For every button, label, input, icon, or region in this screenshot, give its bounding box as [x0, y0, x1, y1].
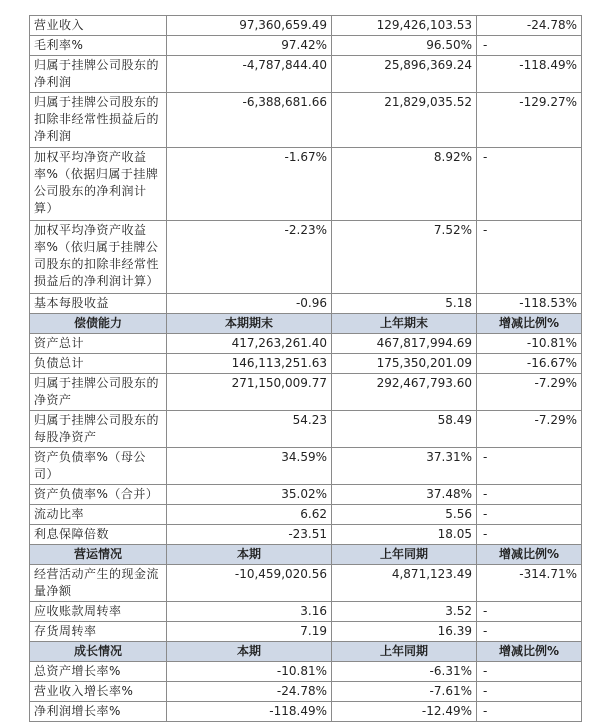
change-percent-cell: -129.27%: [477, 93, 582, 148]
row-label-cell: 归属于挂牌公司股东的每股净资产: [30, 411, 167, 448]
row-label-cell: 基本每股收益: [30, 294, 167, 314]
prior-period-cell: 25,896,369.24: [332, 56, 477, 93]
table-row: [30, 16, 582, 36]
change-percent-cell: -: [477, 505, 582, 525]
current-period-cell: -23.51: [167, 525, 332, 545]
table-row: [30, 602, 582, 622]
current-period-cell: 97.42%: [167, 36, 332, 56]
change-percent-cell: -7.29%: [477, 411, 582, 448]
section-header-row: [30, 642, 582, 662]
current-period-cell: 271,150,009.77: [167, 374, 332, 411]
row-label-cell: 归属于挂牌公司股东的净利润: [30, 56, 167, 93]
current-period-cell: 本期: [167, 642, 332, 662]
prior-period-cell: 58.49: [332, 411, 477, 448]
prior-period-cell: 18.05: [332, 525, 477, 545]
table-row: [30, 148, 582, 221]
current-period-cell: -1.67%: [167, 148, 332, 221]
change-percent-cell: -: [477, 448, 582, 485]
current-period-cell: 97,360,659.49: [167, 16, 332, 36]
change-percent-cell: -: [477, 148, 582, 221]
row-label-cell: 营业收入: [30, 16, 167, 36]
row-label-cell: 资产负债率%（合并）: [30, 485, 167, 505]
current-period-cell: 3.16: [167, 602, 332, 622]
table-row: [30, 702, 582, 722]
row-label-cell: 总资产增长率%: [30, 662, 167, 682]
row-label-cell: 存货周转率: [30, 622, 167, 642]
prior-period-cell: 21,829,035.52: [332, 93, 477, 148]
table-row: [30, 622, 582, 642]
current-period-cell: 146,113,251.63: [167, 354, 332, 374]
change-percent-cell: -24.78%: [477, 16, 582, 36]
change-percent-cell: -118.53%: [477, 294, 582, 314]
current-period-cell: -10,459,020.56: [167, 565, 332, 602]
prior-period-cell: 37.31%: [332, 448, 477, 485]
prior-period-cell: 上年期末: [332, 314, 477, 334]
current-period-cell: -10.81%: [167, 662, 332, 682]
row-label-cell: 应收账款周转率: [30, 602, 167, 622]
table-row: [30, 334, 582, 354]
row-label-cell: 毛利率%: [30, 36, 167, 56]
change-percent-cell: -118.49%: [477, 56, 582, 93]
current-period-cell: 本期: [167, 545, 332, 565]
prior-period-cell: -7.61%: [332, 682, 477, 702]
financial-indicators-table: [29, 15, 582, 722]
table-row: [30, 662, 582, 682]
change-percent-cell: -7.29%: [477, 374, 582, 411]
row-label-cell: 负债总计: [30, 354, 167, 374]
table-row: [30, 682, 582, 702]
current-period-cell: 6.62: [167, 505, 332, 525]
prior-period-cell: 129,426,103.53: [332, 16, 477, 36]
financial-indicators-table-wrapper: [29, 15, 581, 722]
prior-period-cell: 5.56: [332, 505, 477, 525]
change-percent-cell: -: [477, 485, 582, 505]
prior-period-cell: 175,350,201.09: [332, 354, 477, 374]
table-row: [30, 294, 582, 314]
current-period-cell: -0.96: [167, 294, 332, 314]
table-row: [30, 93, 582, 148]
row-label-cell: 经营活动产生的现金流量净额: [30, 565, 167, 602]
change-percent-cell: 增减比例%: [477, 545, 582, 565]
prior-period-cell: 16.39: [332, 622, 477, 642]
change-percent-cell: -314.71%: [477, 565, 582, 602]
row-label-cell: 净利润增长率%: [30, 702, 167, 722]
table-row: [30, 221, 582, 294]
table-row: [30, 525, 582, 545]
table-row: [30, 505, 582, 525]
current-period-cell: -24.78%: [167, 682, 332, 702]
row-label-cell: 加权平均净资产收益率%（依归属于挂牌公司股东的扣除非经常性损益后的净利润计算）: [30, 221, 167, 294]
current-period-cell: 54.23: [167, 411, 332, 448]
row-label-cell: 资产负债率%（母公司）: [30, 448, 167, 485]
prior-period-cell: 37.48%: [332, 485, 477, 505]
change-percent-cell: -10.81%: [477, 334, 582, 354]
section-header-row: [30, 314, 582, 334]
row-label-cell: 成长情况: [30, 642, 167, 662]
change-percent-cell: -: [477, 622, 582, 642]
prior-period-cell: -6.31%: [332, 662, 477, 682]
current-period-cell: -118.49%: [167, 702, 332, 722]
change-percent-cell: -: [477, 602, 582, 622]
change-percent-cell: -: [477, 36, 582, 56]
prior-period-cell: 5.18: [332, 294, 477, 314]
current-period-cell: -6,388,681.66: [167, 93, 332, 148]
prior-period-cell: 上年同期: [332, 642, 477, 662]
prior-period-cell: 96.50%: [332, 36, 477, 56]
table-row: [30, 565, 582, 602]
row-label-cell: 归属于挂牌公司股东的扣除非经常性损益后的净利润: [30, 93, 167, 148]
table-row: [30, 485, 582, 505]
row-label-cell: 资产总计: [30, 334, 167, 354]
row-label-cell: 营业收入增长率%: [30, 682, 167, 702]
prior-period-cell: 4,871,123.49: [332, 565, 477, 602]
current-period-cell: -4,787,844.40: [167, 56, 332, 93]
current-period-cell: 7.19: [167, 622, 332, 642]
current-period-cell: 本期期末: [167, 314, 332, 334]
row-label-cell: 利息保障倍数: [30, 525, 167, 545]
row-label-cell: 流动比率: [30, 505, 167, 525]
change-percent-cell: 增减比例%: [477, 642, 582, 662]
current-period-cell: 34.59%: [167, 448, 332, 485]
current-period-cell: -2.23%: [167, 221, 332, 294]
change-percent-cell: -: [477, 702, 582, 722]
table-row: [30, 36, 582, 56]
row-label-cell: 归属于挂牌公司股东的净资产: [30, 374, 167, 411]
prior-period-cell: 上年同期: [332, 545, 477, 565]
current-period-cell: 35.02%: [167, 485, 332, 505]
prior-period-cell: 3.52: [332, 602, 477, 622]
table-row: [30, 448, 582, 485]
prior-period-cell: -12.49%: [332, 702, 477, 722]
row-label-cell: 营运情况: [30, 545, 167, 565]
prior-period-cell: 292,467,793.60: [332, 374, 477, 411]
table-row: [30, 56, 582, 93]
change-percent-cell: -: [477, 662, 582, 682]
table-row: [30, 354, 582, 374]
change-percent-cell: -: [477, 682, 582, 702]
prior-period-cell: 7.52%: [332, 221, 477, 294]
table-row: [30, 411, 582, 448]
current-period-cell: 417,263,261.40: [167, 334, 332, 354]
section-header-row: [30, 545, 582, 565]
prior-period-cell: 8.92%: [332, 148, 477, 221]
change-percent-cell: -16.67%: [477, 354, 582, 374]
table-row: [30, 374, 582, 411]
prior-period-cell: 467,817,994.69: [332, 334, 477, 354]
change-percent-cell: -: [477, 221, 582, 294]
row-label-cell: 加权平均净资产收益率%（依据归属于挂牌公司股东的净利润计算）: [30, 148, 167, 221]
change-percent-cell: 增减比例%: [477, 314, 582, 334]
row-label-cell: 偿债能力: [30, 314, 167, 334]
change-percent-cell: -: [477, 525, 582, 545]
